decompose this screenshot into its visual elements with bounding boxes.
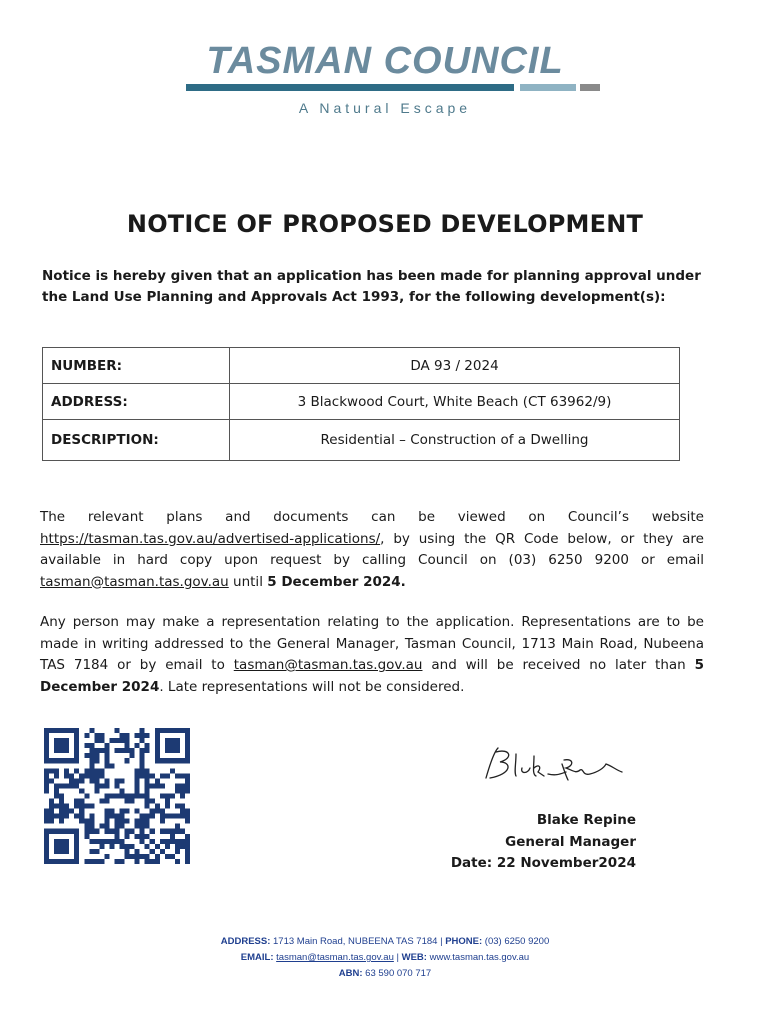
table-row [43, 348, 680, 384]
para1-text-c: until [233, 573, 263, 590]
address-label: ADDRESS: [43, 384, 230, 420]
footer-address-label: ADDRESS: [220, 936, 271, 947]
signatory-block [400, 810, 636, 875]
notice-intro: Notice is hereby given that an application has been made for planning approval under the Land Use Planning and Approvals Act 1993, for the following development(s): [42, 268, 701, 305]
para1-text-b: , by using the QR Code below, or they are available in hard copy upon request by calling Council on (03) 6250 9200 or email [40, 530, 704, 568]
representation-email-link[interactable]: tasman@tasman.tas.gov.au [233, 657, 423, 673]
viewing-paragraph [40, 507, 704, 593]
signatory-name: Blake Repine [536, 812, 636, 828]
address-value: 3 Blackwood Court, White Beach (CT 63962/9) [230, 384, 680, 420]
footer-separator: | [396, 952, 399, 963]
footer-abn: 63 590 070 717 [365, 968, 432, 979]
para2-text-a: Any person may make a representation relating to the application. Representations are to be made in writing addressed to the General Manager, Tasman Council, 1713 Main Road, Nubeena TAS 7184 or by email to [40, 614, 704, 673]
footer-separator: | [440, 936, 443, 947]
footer-line-1 [0, 934, 770, 950]
signatory-role: General Manager [505, 833, 636, 850]
footer-web-link[interactable]: www.tasman.tas.gov.au [429, 952, 530, 963]
representation-paragraph [40, 612, 704, 698]
logo-bar-dark [186, 84, 514, 91]
para1-deadline: 5 December 2024. [267, 573, 406, 590]
signature-date: Date: 22 November2024 [450, 855, 636, 871]
table-row [43, 420, 680, 461]
logo-bar-grey [580, 84, 600, 91]
council-logo-title: TASMAN COUNCIL [206, 40, 564, 82]
notice-heading: NOTICE OF PROPOSED DEVELOPMENT [126, 210, 644, 238]
number-label: NUMBER: [43, 348, 230, 384]
council-footer [0, 934, 770, 982]
footer-phone-label: PHONE: [445, 936, 483, 947]
footer-phone: (03) 6250 9200 [484, 936, 550, 947]
footer-abn-label: ABN: [338, 968, 363, 979]
qr-code-icon[interactable] [44, 728, 190, 864]
development-details-table [42, 347, 680, 461]
number-value: DA 93 / 2024 [230, 348, 680, 384]
description-value: Residential – Construction of a Dwelling [230, 420, 680, 461]
para2-text-c: . Late representations will not be considered. [159, 678, 465, 695]
para2-deadline: 5 December 2024 [40, 657, 704, 695]
footer-web-label: WEB: [401, 952, 427, 963]
council-email-link[interactable]: tasman@tasman.tas.gov.au [40, 573, 229, 590]
para1-text-a: The relevant plans and documents can be viewed on Council’s website [40, 509, 704, 525]
description-label: DESCRIPTION: [43, 420, 230, 461]
advertised-applications-link[interactable]: https://tasman.tas.gov.au/advertised-applications/ [40, 530, 381, 547]
handwritten-signature [476, 744, 626, 788]
footer-email-link[interactable]: tasman@tasman.tas.gov.au [276, 952, 394, 963]
table-row [43, 384, 680, 420]
footer-line-3 [0, 966, 770, 982]
footer-email-label: EMAIL: [240, 952, 274, 963]
logo-bar-light [520, 84, 576, 91]
para2-text-b: and will be received no later than [431, 657, 686, 673]
footer-line-2 [0, 950, 770, 966]
footer-address: 1713 Main Road, NUBEENA TAS 7184 [273, 936, 438, 947]
council-tagline: A Natural Escape [298, 100, 472, 116]
